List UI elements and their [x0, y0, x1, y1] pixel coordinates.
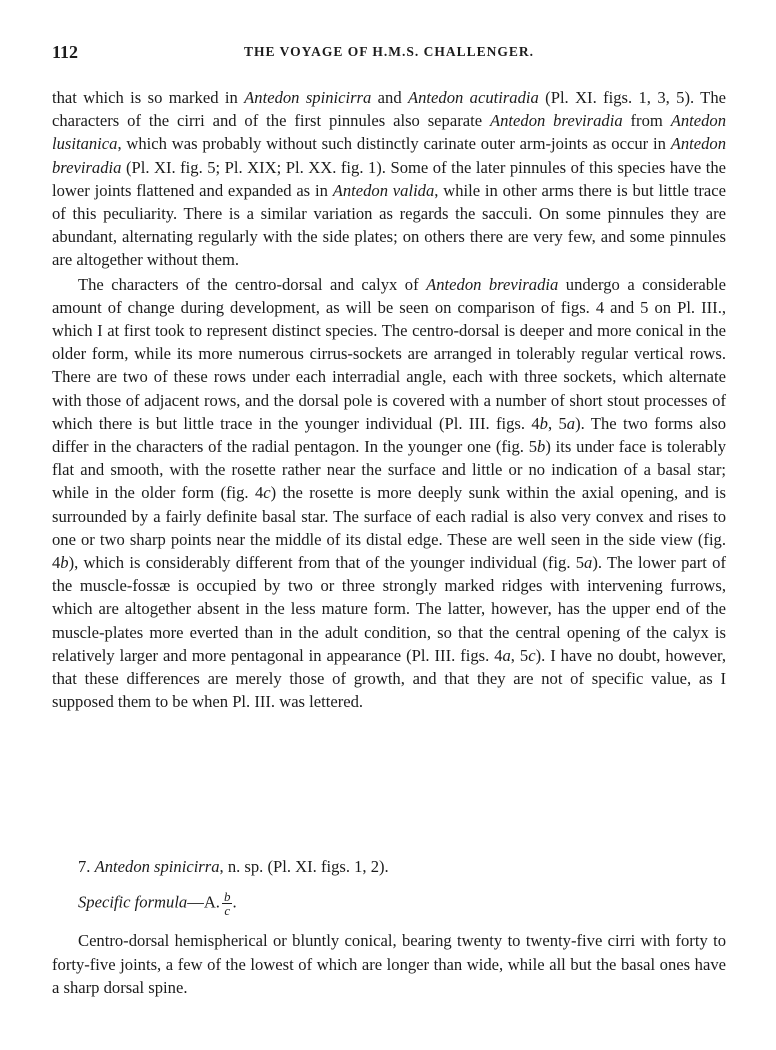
- paragraph-2-run: ). I have no doubt, however, that these differences are merely those of growth, and that they are not of specific value, as I supposed them to be when Pl. III. was lettered.: [52, 645, 727, 712]
- species-heading: [78, 856, 726, 878]
- paragraph-2-run: c: [528, 645, 536, 665]
- paragraph-2-run: ) its under face is tolerably flat and smooth, with the rosette rather near the surface and little or no indication of a basal star; while in the older form (fig. 4: [52, 437, 726, 503]
- paragraph-1: [52, 86, 726, 272]
- paragraph-1-run: Antedon acutiradia: [408, 88, 539, 107]
- species-number: 7.: [78, 857, 91, 876]
- running-head: THE VOYAGE OF H.M.S. CHALLENGER.: [243, 44, 535, 59]
- paragraph-1-run: and: [371, 88, 408, 107]
- paragraph-2-run: b: [539, 413, 548, 433]
- paragraph-2-run: undergo a considerable amount of change during development, as will be seen on comparison of figs. 4 and 5 on Pl. III., which I at first took to represent distinct species. The centro-dorsal is deeper and more conical in the older form, while its more numerous cirrus-sockets are arranged in tolerably regular vertical rows. There are two of these rows under each interradial angle, each with three sockets, which alternate with those of adjacent rows, and the dorsal pole is covered with a number of short stout processes of which there is but little trace in the younger individual (Pl. III. figs. 4: [52, 274, 726, 433]
- paragraph-1-run: Antedon valida: [332, 180, 435, 200]
- formula-end: .: [232, 892, 237, 912]
- paragraph-2-run: The characters of the centro-dorsal and calyx of: [78, 274, 427, 294]
- paragraph-1-run: Antedon breviradia: [489, 111, 623, 131]
- specific-formula: [78, 890, 726, 924]
- paragraph-2-run: a: [566, 413, 576, 433]
- paragraph-2-run: ). The lower part of the muscle-fossæ is occupied by two or three strongly marked ridges with intervening furrows, which are altogether absent in the less mature form. The latter, however, has the upper end of the muscle-plates more everted than in the adult condition, so that the central opening of the calyx is relatively larger and more pentagonal in appearance (Pl. III. figs. 4: [52, 553, 726, 665]
- paragraph-2-run: ). The two forms also differ in the characters of the radial pentagon. In the younger one (fig. 5: [52, 413, 727, 457]
- species-name: Antedon spinicirra: [94, 857, 220, 876]
- paragraph-1-run: , which was probably without such distinctly carinate outer arm-joints as occur in: [117, 134, 671, 154]
- page-number: 112: [52, 42, 79, 62]
- formula-fraction: [222, 890, 233, 917]
- paragraph-1-run: Antedon breviradia: [52, 134, 726, 177]
- paragraph-1-run: that which is so marked in: [52, 88, 245, 107]
- paragraph-2-run: c: [263, 483, 271, 503]
- page-header: [52, 42, 726, 66]
- body-text: [52, 86, 726, 713]
- species-reference: , n. sp. (Pl. XI. figs. 1, 2).: [219, 857, 389, 876]
- paragraph-1-run: , while in other arms there is but little trace of this peculiarity. There is a similar variation as regards the sacculi. On some pinnules they are abundant, alternating regularly with the side plates; on others there are very few, and some pinnules are altogether without them.: [52, 180, 726, 270]
- formula-label: Specific formula: [78, 892, 188, 912]
- paragraph-2-run: ) the rosette is more deeply sunk within the axial opening, and is surrounded by a fairly definite basal star. The surface of each radial is also very convex and rises to one or two sharp points near the middle of its distal edge. These are well seen in the side view (fig. 4: [52, 483, 726, 573]
- species-description: [52, 929, 726, 1000]
- paragraph-2-run: , 5: [547, 413, 567, 433]
- paragraph-2-run: a: [584, 553, 593, 573]
- paragraph-2-run: Antedon breviradia: [426, 274, 559, 294]
- paragraph-2-run: b: [537, 437, 546, 457]
- paragraph-1-run: (Pl. XI. fig. 5; Pl. XIX; Pl. XX. fig. 1). Some of the later pinnules of this species have the lower joints flattened and expanded as in: [52, 157, 726, 200]
- paragraph-2-run: ), which is considerably different from that of the younger individual (fig. 5: [68, 553, 585, 573]
- formula-numerator: b: [223, 889, 231, 904]
- paragraph-2-run: , 5: [510, 645, 529, 665]
- description-paragraph: Centro-dorsal hemispherical or bluntly conical, bearing twenty to twenty-five cirri with forty to forty-five joints, a few of the lowest of which are longer than wide, while all but the basal ones have a sharp dorsal spine.: [52, 931, 726, 997]
- formula-denominator: c: [224, 903, 231, 918]
- paragraph-2-run: b: [60, 553, 69, 573]
- paragraph-2-run: a: [502, 645, 511, 665]
- paragraph-2: [52, 273, 726, 714]
- formula-prefix: —A.: [187, 892, 220, 912]
- paragraph-1-run: from: [622, 111, 671, 131]
- paragraph-1-run: (Pl. XI. figs. 1, 3, 5). The characters of the cirri and of the first pinnules also separate: [52, 88, 726, 131]
- paragraph-1-run: Antedon lusitanica: [52, 111, 726, 154]
- paragraph-1-run: Antedon spinicirra: [244, 88, 372, 107]
